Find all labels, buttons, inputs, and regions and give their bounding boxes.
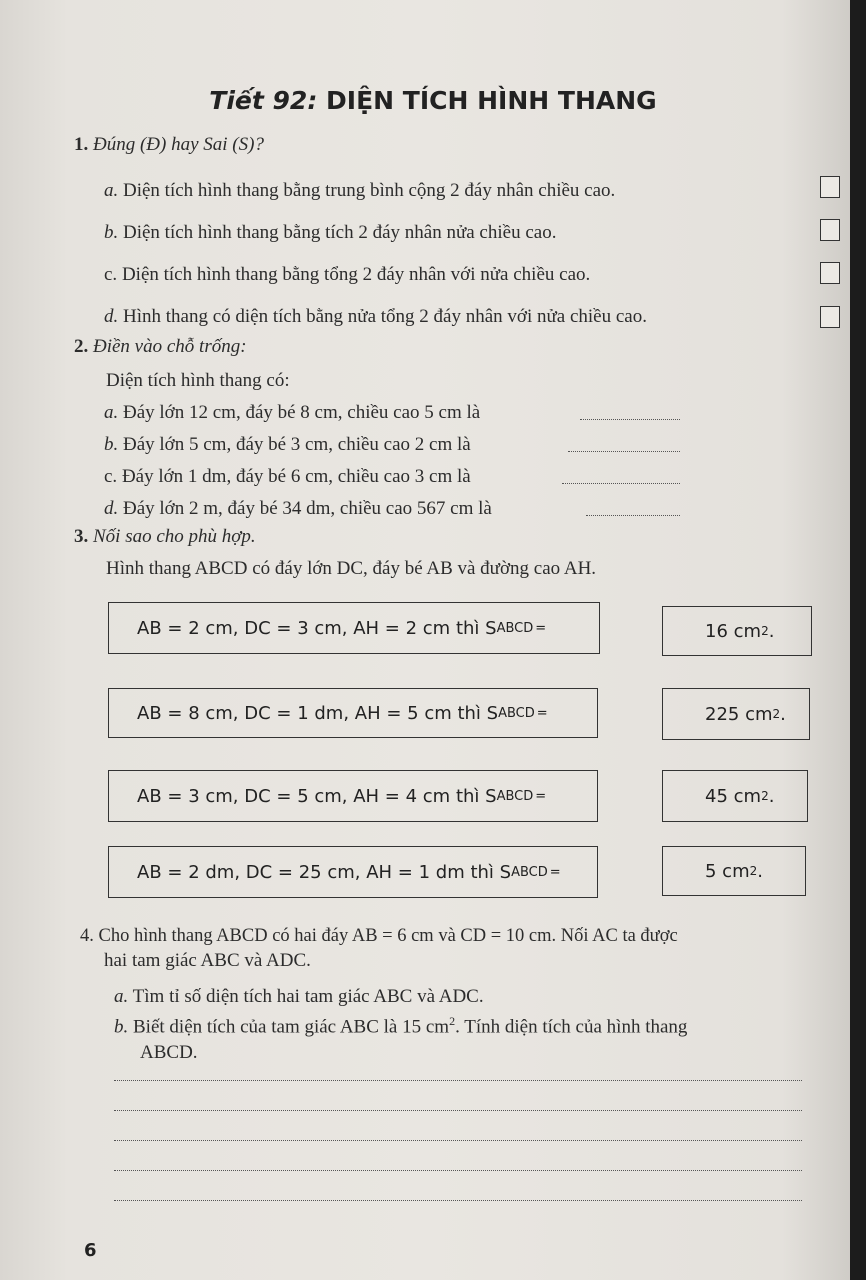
answer-line-4[interactable] <box>114 1170 802 1171</box>
match-left-text-2: AB = 8 cm, DC = 1 dm, AH = 5 cm thì S <box>137 702 499 724</box>
q2-item-d-label: d. <box>104 498 119 519</box>
q2-item-a-text: Đáy lớn 12 cm, đáy bé 8 cm, chiều cao 5 cm là <box>123 402 481 423</box>
q2-item-c-label: c. <box>104 466 118 487</box>
title-main: DIỆN TÍCH HÌNH THANG <box>326 86 657 115</box>
q2-item-d-text: Đáy lớn 2 m, đáy bé 34 dm, chiều cao 567 cm là <box>123 498 492 519</box>
match-right-value-2: 225 cm <box>705 703 773 725</box>
page-number: 6 <box>84 1240 97 1261</box>
q1-number: 1. <box>74 134 89 155</box>
q1-heading <box>74 134 264 156</box>
q2-answer-a-blank[interactable] <box>580 419 680 420</box>
match-right-end-1: . <box>768 620 775 642</box>
q4-item-b-line2: ABCD. <box>140 1042 198 1063</box>
match-left-subscript-4: ABCD <box>511 864 548 880</box>
match-right-sup-3: 2 <box>761 789 769 803</box>
match-left-subscript-2: ABCD <box>498 705 535 721</box>
match-right-box-4[interactable] <box>662 846 806 896</box>
match-left-text-4: AB = 2 dm, DC = 25 cm, AH = 1 dm thì S <box>137 861 512 883</box>
match-left-box-4[interactable] <box>108 846 598 898</box>
q3-heading <box>74 526 256 548</box>
answer-line-1[interactable] <box>114 1080 802 1081</box>
match-left-text-3: AB = 3 cm, DC = 5 cm, AH = 4 cm thì S <box>137 785 497 807</box>
q1-item-c-label: c. <box>104 264 118 285</box>
q2-item-c <box>104 466 471 488</box>
q3-heading-text: Nối sao cho phù hợp. <box>93 526 256 547</box>
q2-item-b <box>104 434 471 456</box>
q2-item-a-label: a. <box>104 402 119 423</box>
q1-checkbox-a[interactable] <box>820 176 840 198</box>
answer-line-3[interactable] <box>114 1140 802 1141</box>
q4-item-b-text-post: . Tính diện tích của hình thang <box>455 1016 688 1038</box>
q3-number: 3. <box>74 526 89 547</box>
q2-item-c-text: Đáy lớn 1 dm, đáy bé 6 cm, chiều cao 3 cm là <box>121 466 471 487</box>
q2-answer-b-blank[interactable] <box>568 451 680 452</box>
q4-item-b-sup: 2 <box>449 1014 456 1028</box>
q4-item-b-text: Biết diện tích của tam giác ABC là 15 cm <box>133 1016 450 1038</box>
q1-item-b <box>104 222 556 244</box>
match-left-subscript-3: ABCD <box>496 788 534 804</box>
q4-item-b <box>114 1014 687 1038</box>
match-left-eq-4: = <box>549 864 561 880</box>
q1-item-a-text: Diện tích hình thang bằng trung bình cộng 2 đáy nhân chiều cao. <box>123 180 616 201</box>
q2-item-b-label: b. <box>104 434 119 455</box>
q2-heading-text: Điền vào chỗ trống: <box>93 336 247 357</box>
q2-intro: Diện tích hình thang có: <box>106 370 290 391</box>
match-left-box-1[interactable] <box>108 602 600 654</box>
q4-statement-line1: 4. Cho hình thang ABCD có hai đáy AB = 6 cm và CD = 10 cm. Nối AC ta được <box>80 926 678 946</box>
q1-item-b-text: Diện tích hình thang bằng tích 2 đáy nhân nửa chiều cao. <box>123 222 557 243</box>
match-left-box-3[interactable] <box>108 770 598 822</box>
page-title <box>0 86 866 115</box>
match-left-subscript-1: ABCD <box>496 620 534 636</box>
q2-item-a <box>104 402 480 424</box>
q4-item-a-label: a. <box>114 986 129 1007</box>
answer-line-2[interactable] <box>114 1110 802 1111</box>
match-right-end-2: . <box>780 703 786 725</box>
match-right-sup-4: 2 <box>749 864 758 878</box>
q2-item-d <box>104 498 492 520</box>
match-left-text-1: AB = 2 cm, DC = 3 cm, AH = 2 cm thì S <box>137 617 497 639</box>
q1-item-c <box>104 264 590 286</box>
match-right-value-4: 5 cm <box>705 860 750 882</box>
q1-checkbox-d[interactable] <box>820 306 840 328</box>
match-left-eq-2: = <box>536 705 548 721</box>
q1-item-b-label: b. <box>104 222 119 243</box>
match-right-box-2[interactable] <box>662 688 810 740</box>
match-right-end-4: . <box>757 860 763 882</box>
q2-answer-c-blank[interactable] <box>562 483 680 484</box>
match-right-end-3: . <box>768 785 775 807</box>
match-right-box-3[interactable] <box>662 770 808 822</box>
q2-item-b-text: Đáy lớn 5 cm, đáy bé 3 cm, chiều cao 2 cm là <box>123 434 471 455</box>
match-right-value-1: 16 cm <box>705 620 762 642</box>
q1-item-a <box>104 180 615 202</box>
match-right-box-1[interactable] <box>662 606 812 656</box>
q4-item-a <box>114 986 484 1008</box>
q1-checkbox-b[interactable] <box>820 219 840 241</box>
match-left-box-2[interactable] <box>108 688 598 738</box>
match-right-sup-1: 2 <box>761 624 769 638</box>
match-left-eq-3: = <box>535 788 547 804</box>
q2-answer-d-blank[interactable] <box>586 515 680 516</box>
q1-item-a-label: a. <box>104 180 119 201</box>
q3-intro: Hình thang ABCD có đáy lớn DC, đáy bé AB và đường cao AH. <box>106 558 597 579</box>
q4-item-b-label: b. <box>114 1016 129 1038</box>
q1-item-d-label: d. <box>104 306 119 327</box>
match-left-eq-1: = <box>535 620 547 636</box>
q1-item-d-text: Hình thang có diện tích bằng nửa tổng 2 đáy nhân với nửa chiều cao. <box>123 306 647 327</box>
q2-number: 2. <box>74 336 89 357</box>
q4-item-a-text: Tìm tỉ số diện tích hai tam giác ABC và ADC. <box>132 986 484 1007</box>
q4-statement-line2: hai tam giác ABC và ADC. <box>104 950 311 971</box>
match-right-sup-2: 2 <box>772 707 781 721</box>
q1-item-c-text: Diện tích hình thang bằng tổng 2 đáy nhân với nửa chiều cao. <box>121 264 591 285</box>
q2-heading <box>74 336 247 358</box>
q1-heading-text: Đúng (Đ) hay Sai (S)? <box>93 134 264 155</box>
title-prefix: Tiết 92: <box>209 86 318 115</box>
match-right-value-3: 45 cm <box>705 785 762 807</box>
q1-item-d <box>104 306 647 328</box>
page-edge-shadow <box>850 0 866 1280</box>
q1-checkbox-c[interactable] <box>820 262 840 284</box>
answer-line-5[interactable] <box>114 1200 802 1201</box>
